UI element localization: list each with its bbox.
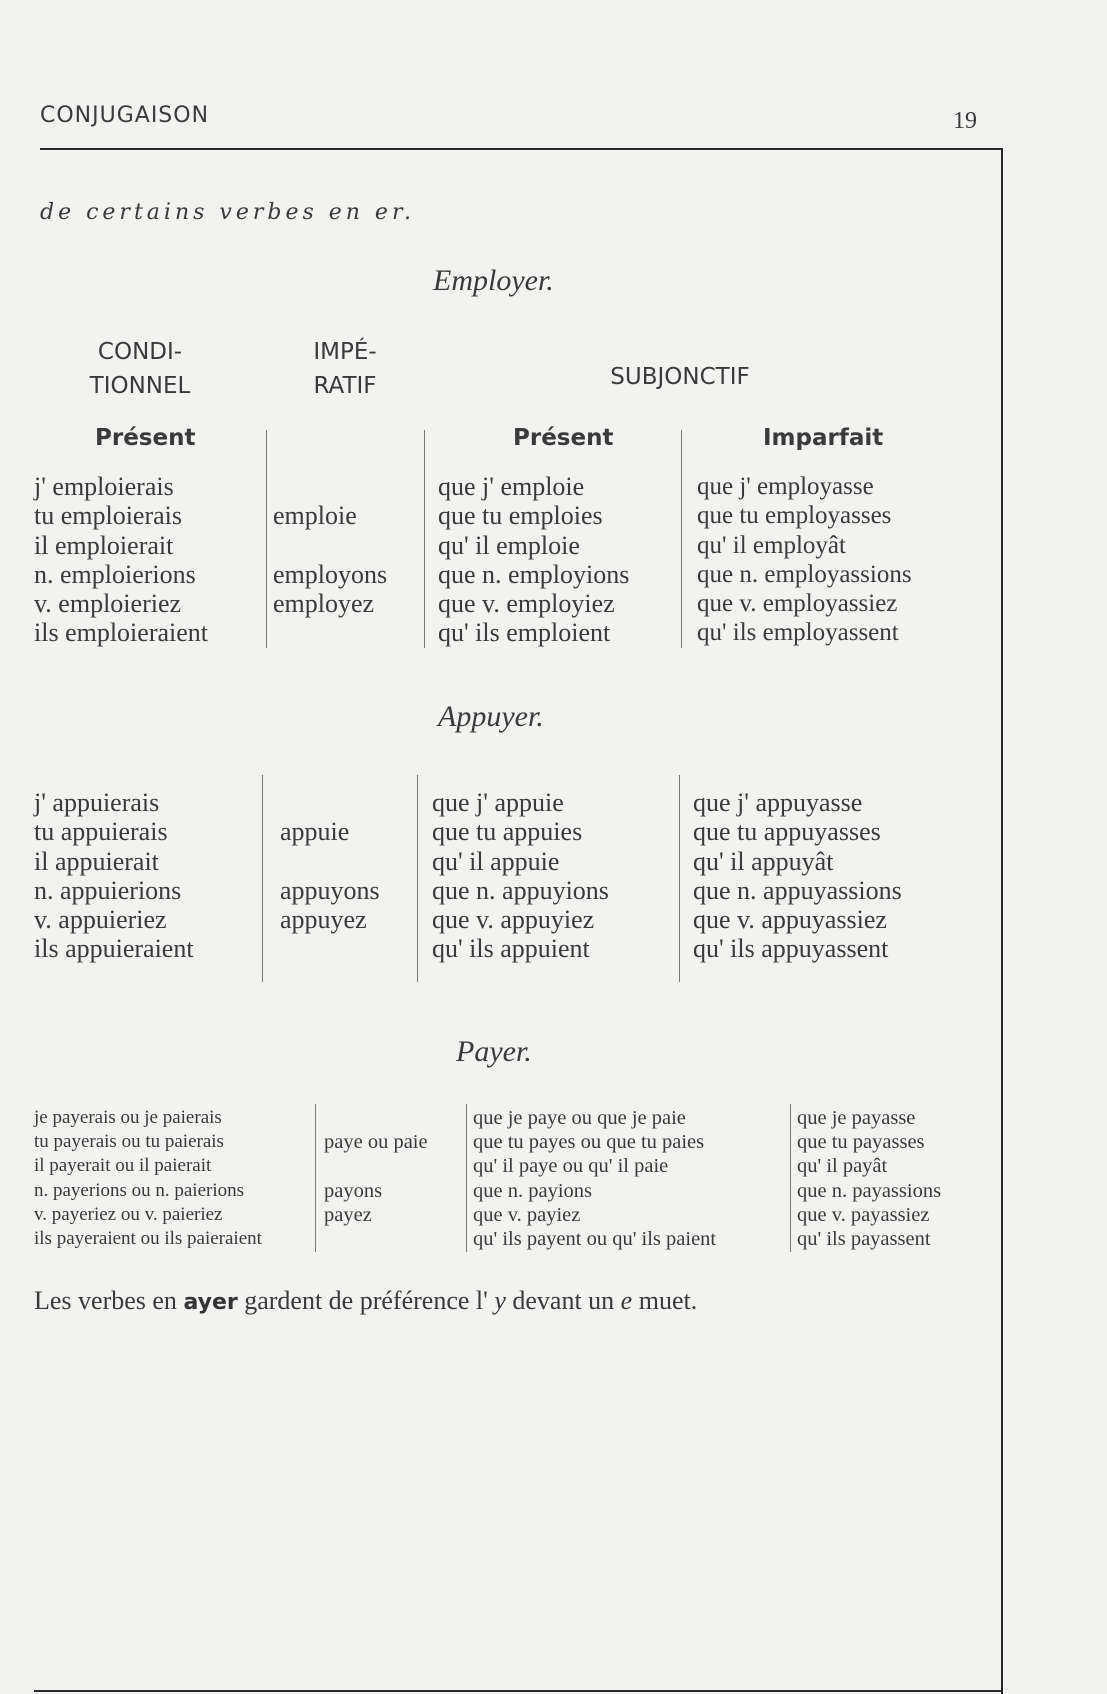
payer-subj-present <box>473 1106 716 1251</box>
right-border <box>1001 148 1003 1694</box>
form-line: qu' il appuyât <box>693 846 834 876</box>
form-line: que j' emploie <box>438 472 585 501</box>
form-line: appuyez <box>280 905 367 935</box>
divider <box>424 430 425 648</box>
form-line: que v. employassiez <box>697 590 898 618</box>
form-line: que j' appuyasse <box>693 788 863 817</box>
divider <box>466 1104 467 1252</box>
form-line <box>280 934 380 963</box>
form-line: ils emploieraient <box>34 618 209 648</box>
form-line: que v. appuyiez <box>432 905 595 935</box>
divider <box>679 775 680 982</box>
header-conditionnel: CONDI- TIONNEL <box>89 339 191 399</box>
divider <box>681 430 682 648</box>
form-line: je payerais ou je paierais <box>34 1107 222 1128</box>
form-line: que v. appuyassiez <box>693 905 887 935</box>
form-line: que n. employions <box>438 559 630 589</box>
verb-title-employer: Employer. <box>433 264 554 297</box>
form-line: qu' ils employassent <box>697 619 899 647</box>
form-line <box>273 472 387 501</box>
form-line: il appuierait <box>34 846 159 876</box>
form-line <box>273 618 387 647</box>
header-imperatif: IMPÉ- RATIF <box>313 339 377 399</box>
appuyer-subj-present <box>432 788 609 964</box>
form-line: il payerait ou il paierait <box>34 1155 212 1177</box>
form-line: qu' il emploie <box>438 530 580 560</box>
form-line: que n. employassions <box>697 560 912 588</box>
form-line: tu payerais ou tu paierais <box>34 1131 224 1153</box>
divider <box>266 430 267 648</box>
ayer-bold: ayer <box>183 1290 238 1315</box>
form-line: payez <box>324 1203 372 1226</box>
form-line: que n. appuyions <box>432 875 609 905</box>
payer-imperatif <box>324 1106 428 1251</box>
verb-title-appuyer: Appuyer. <box>438 700 544 733</box>
tense-cond-present: Présent <box>95 425 196 451</box>
form-line: que v. payassiez <box>797 1203 930 1226</box>
form-line: que tu payasses <box>797 1131 925 1154</box>
form-line: que tu emploies <box>438 501 603 531</box>
form-line: ils payeraient ou ils paieraient <box>34 1227 262 1249</box>
form-line <box>324 1154 428 1178</box>
header-rule <box>40 148 1003 150</box>
form-line: il emploierait <box>34 530 174 560</box>
form-line: qu' ils appuyassent <box>693 934 889 964</box>
verb-title-payer: Payer. <box>456 1035 532 1068</box>
form-line <box>280 847 380 876</box>
form-line: v. appuieriez <box>34 905 167 935</box>
form-line: qu' ils emploient <box>438 618 611 648</box>
form-line: employons <box>273 559 388 589</box>
form-line: que je payasse <box>797 1107 916 1129</box>
appuyer-conditionnel <box>34 788 194 964</box>
tense-subj-imparfait: Imparfait <box>763 425 884 451</box>
appuyer-imperatif <box>280 788 380 964</box>
form-line: n. appuierions <box>34 875 182 905</box>
page-number: 19 <box>953 108 977 134</box>
form-line: qu' il appuie <box>432 846 560 876</box>
form-line: paye ou paie <box>324 1131 428 1154</box>
payer-subj-imparfait <box>797 1106 941 1251</box>
form-line: appuyons <box>280 875 380 905</box>
form-line: que j' employasse <box>697 473 874 500</box>
form-line: emploie <box>273 501 357 531</box>
form-line: que tu employasses <box>697 502 892 530</box>
form-line: que je paye ou que je paie <box>473 1107 686 1129</box>
divider <box>262 775 263 982</box>
form-line: qu' ils payassent <box>797 1227 931 1250</box>
form-line <box>280 788 380 817</box>
form-line: j' emploierais <box>34 472 174 501</box>
tense-subj-present: Présent <box>513 425 614 451</box>
form-line: ils appuieraient <box>34 934 194 964</box>
appuyer-subj-imparfait <box>693 788 902 964</box>
form-line: payons <box>324 1179 383 1202</box>
employer-subj-imparfait <box>697 472 912 648</box>
employer-subj-present <box>438 472 629 648</box>
header-subjonctif: SUBJONCTIF <box>610 364 750 390</box>
form-line: que tu payes ou que tu paies <box>473 1131 705 1154</box>
form-line: tu appuierais <box>34 817 168 847</box>
form-line: que n. payassions <box>797 1179 942 1202</box>
form-line: qu' ils payent ou qu' ils paient <box>473 1227 717 1250</box>
intro-text: de certains verbes en er. <box>40 200 416 225</box>
form-line <box>273 531 387 560</box>
employer-imperatif <box>273 472 387 648</box>
footnote: Les verbes en ayer gardent de préférence l' y devant un e muet. <box>34 1286 698 1315</box>
form-line: v. payeriez ou v. paieriez <box>34 1203 223 1225</box>
form-line: qu' il paye ou qu' il paie <box>473 1155 669 1178</box>
divider <box>790 1104 791 1252</box>
form-line <box>324 1227 428 1251</box>
form-line: qu' il payât <box>797 1155 888 1178</box>
form-line: que tu appuyasses <box>693 817 881 847</box>
form-line: appuie <box>280 817 350 847</box>
form-line: employez <box>273 589 375 619</box>
form-line: que n. payions <box>473 1179 592 1202</box>
form-line: que n. appuyassions <box>693 875 902 905</box>
form-line: tu emploierais <box>34 501 183 531</box>
footer-rule <box>34 1690 1003 1692</box>
form-line: que v. employiez <box>438 589 615 619</box>
form-line: que v. payiez <box>473 1203 581 1226</box>
form-line <box>324 1106 428 1130</box>
form-line: n. emploierions <box>34 559 196 589</box>
divider <box>315 1104 316 1252</box>
form-line: v. emploieriez <box>34 589 182 619</box>
form-line: qu' il employât <box>697 531 846 559</box>
divider <box>417 775 418 982</box>
form-line: que j' appuie <box>432 788 564 817</box>
form-line: j' appuierais <box>34 788 160 817</box>
running-head: CONJUGAISON <box>40 103 210 128</box>
form-line: qu' ils appuient <box>432 934 590 964</box>
payer-conditionnel <box>34 1106 262 1251</box>
form-line: que tu appuies <box>432 817 583 847</box>
form-line: n. payerions ou n. paierions <box>34 1179 245 1201</box>
employer-conditionnel <box>34 472 208 648</box>
